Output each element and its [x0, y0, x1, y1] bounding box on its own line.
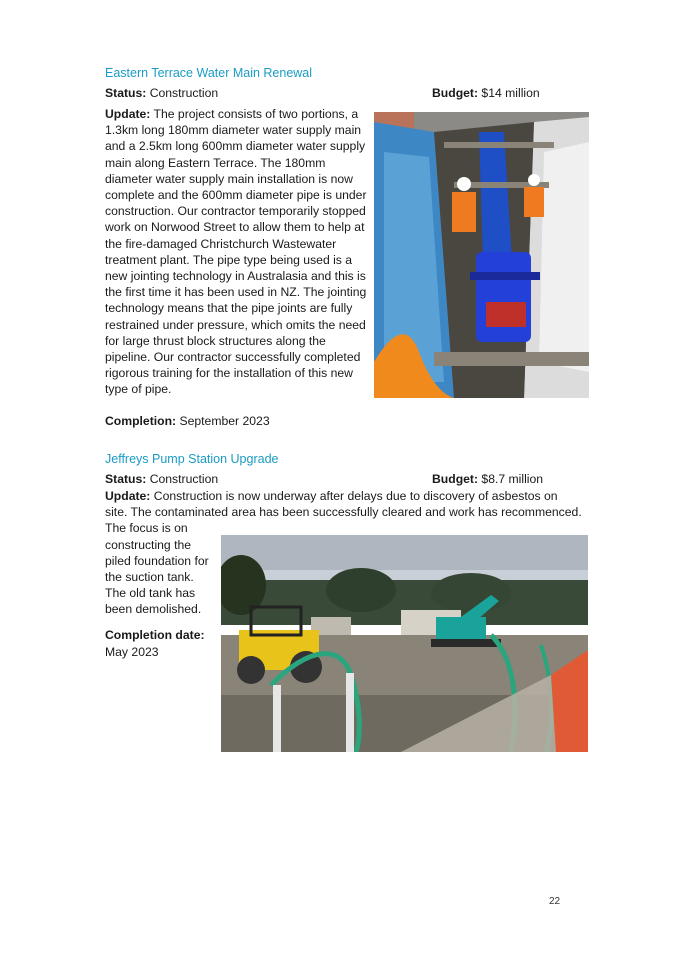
update-line: the suction tank.	[105, 570, 194, 585]
update-line: diameter water supply main installation is now	[105, 171, 353, 186]
section-title-jeffreys: Jeffreys Pump Station Upgrade	[105, 452, 279, 466]
completion-line	[105, 413, 270, 429]
update-line: Update: Construction is now underway after delays due to discovery of asbestos on	[105, 489, 558, 503]
update-line: the fire-damaged Christchurch Wastewater	[105, 236, 337, 251]
status-label: Status:	[105, 472, 147, 486]
update-line: 1.3km long 180mm diameter water supply main	[105, 123, 362, 138]
update-line: treatment plant. The pipe type being used is a	[105, 252, 353, 267]
status-line	[105, 471, 218, 487]
update-line: rigorous training for the installation of this new	[105, 366, 353, 381]
update-line: for large thrust block structures along the	[105, 333, 326, 348]
page-number: 22	[549, 896, 561, 907]
update-line: work on Norwood Street to allow them to help at	[105, 220, 365, 235]
update-line: complete and the 600mm diameter pipe is under	[105, 188, 367, 203]
update-line: piled foundation for	[105, 553, 209, 568]
update-line: site. The contaminated area has been successfully cleared and work has recommenced.	[105, 505, 582, 520]
update-line: type of pipe.	[105, 382, 172, 397]
budget-value: $14 million	[481, 86, 540, 100]
status-label: Status:	[105, 86, 147, 100]
update-paragraph	[105, 106, 370, 398]
completion-value: September 2023	[179, 414, 270, 428]
update-line: constructing the	[105, 537, 192, 552]
update-line: The focus is on	[105, 521, 188, 536]
status-line	[105, 85, 218, 101]
completion-label: Completion:	[105, 414, 177, 428]
update-line: the first time it has been used in NZ. The jointing	[105, 285, 367, 300]
budget-line	[432, 85, 540, 101]
update-line: technology means that the pipe joints are fully	[105, 301, 353, 316]
update-line: construction. Our contractor temporarily stopped	[105, 204, 366, 219]
update-line: been demolished.	[105, 602, 202, 617]
update-line: pipeline. Our contractor successfully completed	[105, 350, 361, 365]
section-title-eastern-terrace: Eastern Terrace Water Main Renewal	[105, 66, 313, 80]
update-line: The old tank has	[105, 586, 196, 601]
update-label: Update:	[105, 489, 151, 503]
update-line: new jointing technology in Australasia and this is	[105, 269, 366, 284]
update-line: main along Eastern Terrace. The 180mm	[105, 155, 326, 170]
status-value: Construction	[149, 472, 219, 486]
status-value: Construction	[149, 86, 219, 100]
budget-line	[432, 471, 543, 487]
update-label: Update:	[105, 107, 151, 121]
update-line: restrained under pressure, which omits the need	[105, 317, 366, 332]
pump-station-site-photo	[221, 535, 588, 752]
completion-date-value: May 2023	[105, 645, 159, 659]
completion-date-label: Completion date:	[105, 628, 205, 642]
budget-label: Budget:	[432, 86, 479, 100]
budget-label: Budget:	[432, 472, 479, 486]
trench-pipe-photo	[374, 112, 589, 398]
update-line: Update: The project consists of two portions, a	[105, 107, 359, 121]
budget-value: $8.7 million	[481, 472, 544, 486]
update-line: and a 2.5km long 600mm diameter water supply	[105, 139, 366, 154]
